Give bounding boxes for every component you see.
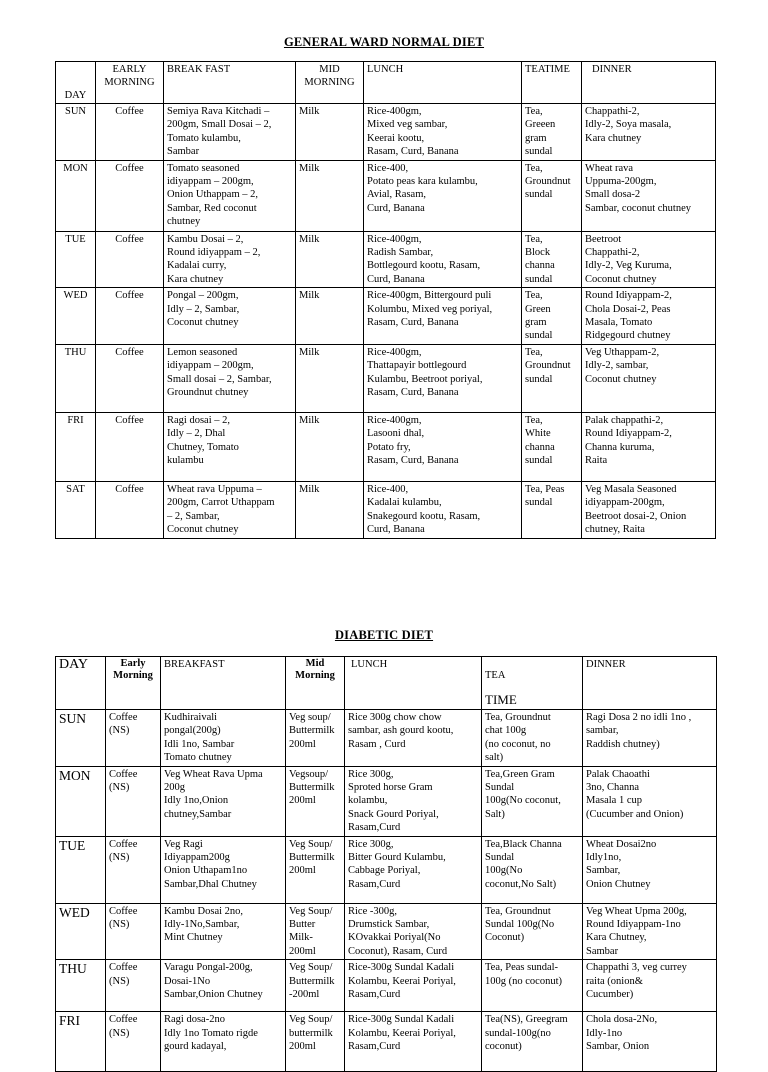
- day-cell: SAT: [56, 481, 96, 538]
- diabetic-row-fri: [56, 1012, 717, 1072]
- general-diet-table: [55, 61, 716, 539]
- breakfast-cell: Ragi dosai – 2, Idly – 2, Dhal Chutney, Tomato kulambu: [164, 412, 296, 481]
- breakfast-cell: Ragi dosa-2no Idly 1no Tomato rigde gourd kadayal,: [161, 1012, 286, 1072]
- mid-morning-cell: Milk: [296, 104, 364, 161]
- lunch-cell: Rice-400gm, Thattapayir bottlegourd Kulambu, Beetroot poriyal, Rasam, Curd, Banana: [364, 344, 522, 412]
- early-morning-cell: Coffee: [96, 412, 164, 481]
- diabetic-diet-title: DIABETIC DIET: [334, 628, 434, 642]
- teatime-cell: Tea, White channa sundal: [522, 412, 582, 481]
- day-cell: THU: [56, 960, 106, 1012]
- header-lunch: LUNCH: [364, 62, 522, 104]
- day-cell: TUE: [56, 836, 106, 903]
- dheader-day: DAY: [56, 657, 106, 710]
- breakfast-cell: Wheat rava Uppuma – 200gm, Carrot Uthappam – 2, Sambar, Coconut chutney: [164, 481, 296, 538]
- dinner-cell: Wheat Dosai2no Idly1no, Sambar, Onion Chutney: [583, 836, 717, 903]
- mid-morning-cell: Veg Soup/ Butter Milk- 200ml: [286, 903, 345, 960]
- lunch-cell: Rice-400, Kadalai kulambu, Snakegourd kootu, Rasam, Curd, Banana: [364, 481, 522, 538]
- general-diet-title: GENERAL WARD NORMAL DIET: [283, 35, 485, 49]
- dinner-cell: Round Idiyappam-2, Chola Dosai-2, Peas Masala, Tomato Ridgegourd chutney: [582, 288, 716, 345]
- diabetic-row-thu: [56, 960, 717, 1012]
- tea-time-cell: Tea(NS), Greegram sundal-100g(no coconut): [482, 1012, 583, 1072]
- mid-morning-cell: Veg Soup/ Buttermilk 200ml: [286, 836, 345, 903]
- dinner-cell: Palak Chaoathi 3no, Channa Masala 1 cup (Cucumber and Onion): [583, 766, 717, 836]
- general-row-sun: [56, 104, 716, 161]
- dheader-tea-time: [482, 657, 583, 710]
- breakfast-cell: Varagu Pongal-200g, Dosai-1No Sambar,Onion Chutney: [161, 960, 286, 1012]
- lunch-cell: Rice 300g, Bitter Gourd Kulambu, Cabbage Poriyal, Rasam,Curd: [345, 836, 482, 903]
- mid-morning-cell: Milk: [296, 231, 364, 288]
- teatime-cell: Tea, Green gram sundal: [522, 288, 582, 345]
- teatime-cell: Tea, Groundnut sundal: [522, 160, 582, 231]
- header-early-morning: EARLY MORNING: [96, 62, 164, 104]
- dinner-cell: Palak chappathi-2, Round Idiyappam-2, Channa kuruma, Raita: [582, 412, 716, 481]
- mid-morning-cell: Veg Soup/ buttermilk 200ml: [286, 1012, 345, 1072]
- dheader-early-morning: Early Morning: [106, 657, 161, 710]
- breakfast-cell: Kambu Dosai 2no, Idly-1No,Sambar, Mint Chutney: [161, 903, 286, 960]
- header-mid-morning: MID MORNING: [296, 62, 364, 104]
- lunch-cell: Rice 300g chow chow sambar, ash gourd kootu, Rasam , Curd: [345, 710, 482, 767]
- dinner-cell: Beetroot Chappathi-2, Idly-2, Veg Kuruma, Coconut chutney: [582, 231, 716, 288]
- breakfast-cell: Pongal – 200gm, Idly – 2, Sambar, Coconut chutney: [164, 288, 296, 345]
- lunch-cell: Rice-300g Sundal Kadali Kolambu, Keerai Poriyal, Rasam,Curd: [345, 1012, 482, 1072]
- early-morning-cell: Coffee (NS): [106, 903, 161, 960]
- lunch-cell: Rice-400, Potato peas kara kulambu, Avial, Rasam, Curd, Banana: [364, 160, 522, 231]
- day-cell: SUN: [56, 104, 96, 161]
- tea-time-cell: Tea,Green Gram Sundal 100g(No coconut, Salt): [482, 766, 583, 836]
- breakfast-cell: Semiya Rava Kitchadi – 200gm, Small Dosai – 2, Tomato kulambu, Sambar: [164, 104, 296, 161]
- dinner-cell: Chola dosa-2No, Idly-1no Sambar, Onion: [583, 1012, 717, 1072]
- dheader-lunch: LUNCH: [345, 657, 482, 710]
- tea-time-cell: Tea,Black Channa Sundal 100g(No coconut,No Salt): [482, 836, 583, 903]
- diabetic-row-mon: [56, 766, 717, 836]
- teatime-cell: Tea, Groundnut sundal: [522, 344, 582, 412]
- breakfast-cell: Veg Ragi Idiyappam200g Onion Uthapam1no Sambar,Dhal Chutney: [161, 836, 286, 903]
- day-cell: WED: [56, 288, 96, 345]
- tea-time-cell: Tea, Groundnut Sundal 100g(No Coconut): [482, 903, 583, 960]
- day-cell: FRI: [56, 1012, 106, 1072]
- early-morning-cell: Coffee (NS): [106, 960, 161, 1012]
- dinner-cell: Veg Uthappam-2, Idly-2, sambar, Coconut chutney: [582, 344, 716, 412]
- breakfast-cell: Lemon seasoned idiyappam – 200gm, Small dosai – 2, Sambar, Groundnut chutney: [164, 344, 296, 412]
- early-morning-cell: Coffee: [96, 481, 164, 538]
- lunch-cell: Rice-400gm, Radish Sambar, Bottlegourd kootu, Rasam, Curd, Banana: [364, 231, 522, 288]
- dinner-cell: Veg Wheat Upma 200g, Round Idiyappam-1no Kara Chutney, Sambar: [583, 903, 717, 960]
- diabetic-diet-table: [55, 656, 717, 1072]
- general-row-mon: [56, 160, 716, 231]
- header-dinner: DINNER: [582, 62, 716, 104]
- teatime-cell: Tea, Peas sundal: [522, 481, 582, 538]
- day-cell: MON: [56, 766, 106, 836]
- breakfast-cell: Kambu Dosai – 2, Round idiyappam – 2, Kadalai curry, Kara chutney: [164, 231, 296, 288]
- dinner-cell: Ragi Dosa 2 no idli 1no , sambar, Raddish chutney): [583, 710, 717, 767]
- early-morning-cell: Coffee (NS): [106, 1012, 161, 1072]
- dinner-cell: Wheat rava Uppuma-200gm, Small dosa-2 Sambar, coconut chutney: [582, 160, 716, 231]
- lunch-cell: Rice-400gm, Bittergourd puli Kolumbu, Mixed veg poriyal, Rasam, Curd, Banana: [364, 288, 522, 345]
- dheader-dinner: DINNER: [583, 657, 717, 710]
- early-morning-cell: Coffee: [96, 104, 164, 161]
- mid-morning-cell: Milk: [296, 481, 364, 538]
- day-cell: FRI: [56, 412, 96, 481]
- diabetic-row-tue: [56, 836, 717, 903]
- lunch-cell: Rice -300g, Drumstick Sambar, KOvakkai Poriyal(No Coconut), Rasam, Curd: [345, 903, 482, 960]
- diabetic-row-wed: [56, 903, 717, 960]
- day-cell: WED: [56, 903, 106, 960]
- header-breakfast: BREAK FAST: [164, 62, 296, 104]
- general-header-row: [56, 62, 716, 104]
- mid-morning-cell: Veg soup/ Buttermilk 200ml: [286, 710, 345, 767]
- dheader-time: TIME: [485, 692, 517, 707]
- early-morning-cell: Coffee (NS): [106, 710, 161, 767]
- general-row-wed: [56, 288, 716, 345]
- breakfast-cell: Veg Wheat Rava Upma 200g Idly 1no,Onion chutney,Sambar: [161, 766, 286, 836]
- teatime-cell: Tea, Block channa sundal: [522, 231, 582, 288]
- lunch-cell: Rice-400gm, Lasooni dhal, Potato fry, Rasam, Curd, Banana: [364, 412, 522, 481]
- mid-morning-cell: Milk: [296, 412, 364, 481]
- day-cell: TUE: [56, 231, 96, 288]
- teatime-cell: Tea, Greeen gram sundal: [522, 104, 582, 161]
- lunch-cell: Rice-300g Sundal Kadali Kolambu, Keerai Poriyal, Rasam,Curd: [345, 960, 482, 1012]
- general-row-sat: [56, 481, 716, 538]
- lunch-cell: Rice 300g, Sproted horse Gram kolambu, Snack Gourd Poriyal, Rasam,Curd: [345, 766, 482, 836]
- dheader-breakfast: BREAKFAST: [161, 657, 286, 710]
- mid-morning-cell: Milk: [296, 288, 364, 345]
- dinner-cell: Chappathi 3, veg currey raita (onion& Cucumber): [583, 960, 717, 1012]
- dheader-mid-morning: Mid Morning: [286, 657, 345, 710]
- dinner-cell: Chappathi-2, Idly-2, Soya masala, Kara chutney: [582, 104, 716, 161]
- mid-morning-cell: Vegsoup/ Buttermilk 200ml: [286, 766, 345, 836]
- breakfast-cell: Kudhiraivali pongal(200g) Idli 1no, Sambar Tomato chutney: [161, 710, 286, 767]
- early-morning-cell: Coffee: [96, 288, 164, 345]
- early-morning-cell: Coffee: [96, 344, 164, 412]
- tea-time-cell: Tea, Groundnut chat 100g (no coconut, no salt): [482, 710, 583, 767]
- early-morning-cell: Coffee: [96, 160, 164, 231]
- header-day: DAY: [56, 62, 96, 104]
- mid-morning-cell: Veg Soup/ Buttermilk -200ml: [286, 960, 345, 1012]
- lunch-cell: Rice-400gm, Mixed veg sambar, Keerai kootu, Rasam, Curd, Banana: [364, 104, 522, 161]
- dheader-tea: TEA: [485, 670, 506, 681]
- day-cell: MON: [56, 160, 96, 231]
- dinner-cell: Veg Masala Seasoned idiyappam-200gm, Beetroot dosai-2, Onion chutney, Raita: [582, 481, 716, 538]
- early-morning-cell: Coffee (NS): [106, 836, 161, 903]
- day-cell: SUN: [56, 710, 106, 767]
- header-teatime: TEATIME: [522, 62, 582, 104]
- general-row-thu: [56, 344, 716, 412]
- early-morning-cell: Coffee: [96, 231, 164, 288]
- general-row-fri: [56, 412, 716, 481]
- general-row-tue: [56, 231, 716, 288]
- mid-morning-cell: Milk: [296, 160, 364, 231]
- diabetic-header-row: [56, 657, 717, 710]
- day-cell: THU: [56, 344, 96, 412]
- early-morning-cell: Coffee (NS): [106, 766, 161, 836]
- mid-morning-cell: Milk: [296, 344, 364, 412]
- diabetic-row-sun: [56, 710, 717, 767]
- tea-time-cell: Tea, Peas sundal- 100g (no coconut): [482, 960, 583, 1012]
- breakfast-cell: Tomato seasoned idiyappam – 200gm, Onion Uthappam – 2, Sambar, Red coconut chutney: [164, 160, 296, 231]
